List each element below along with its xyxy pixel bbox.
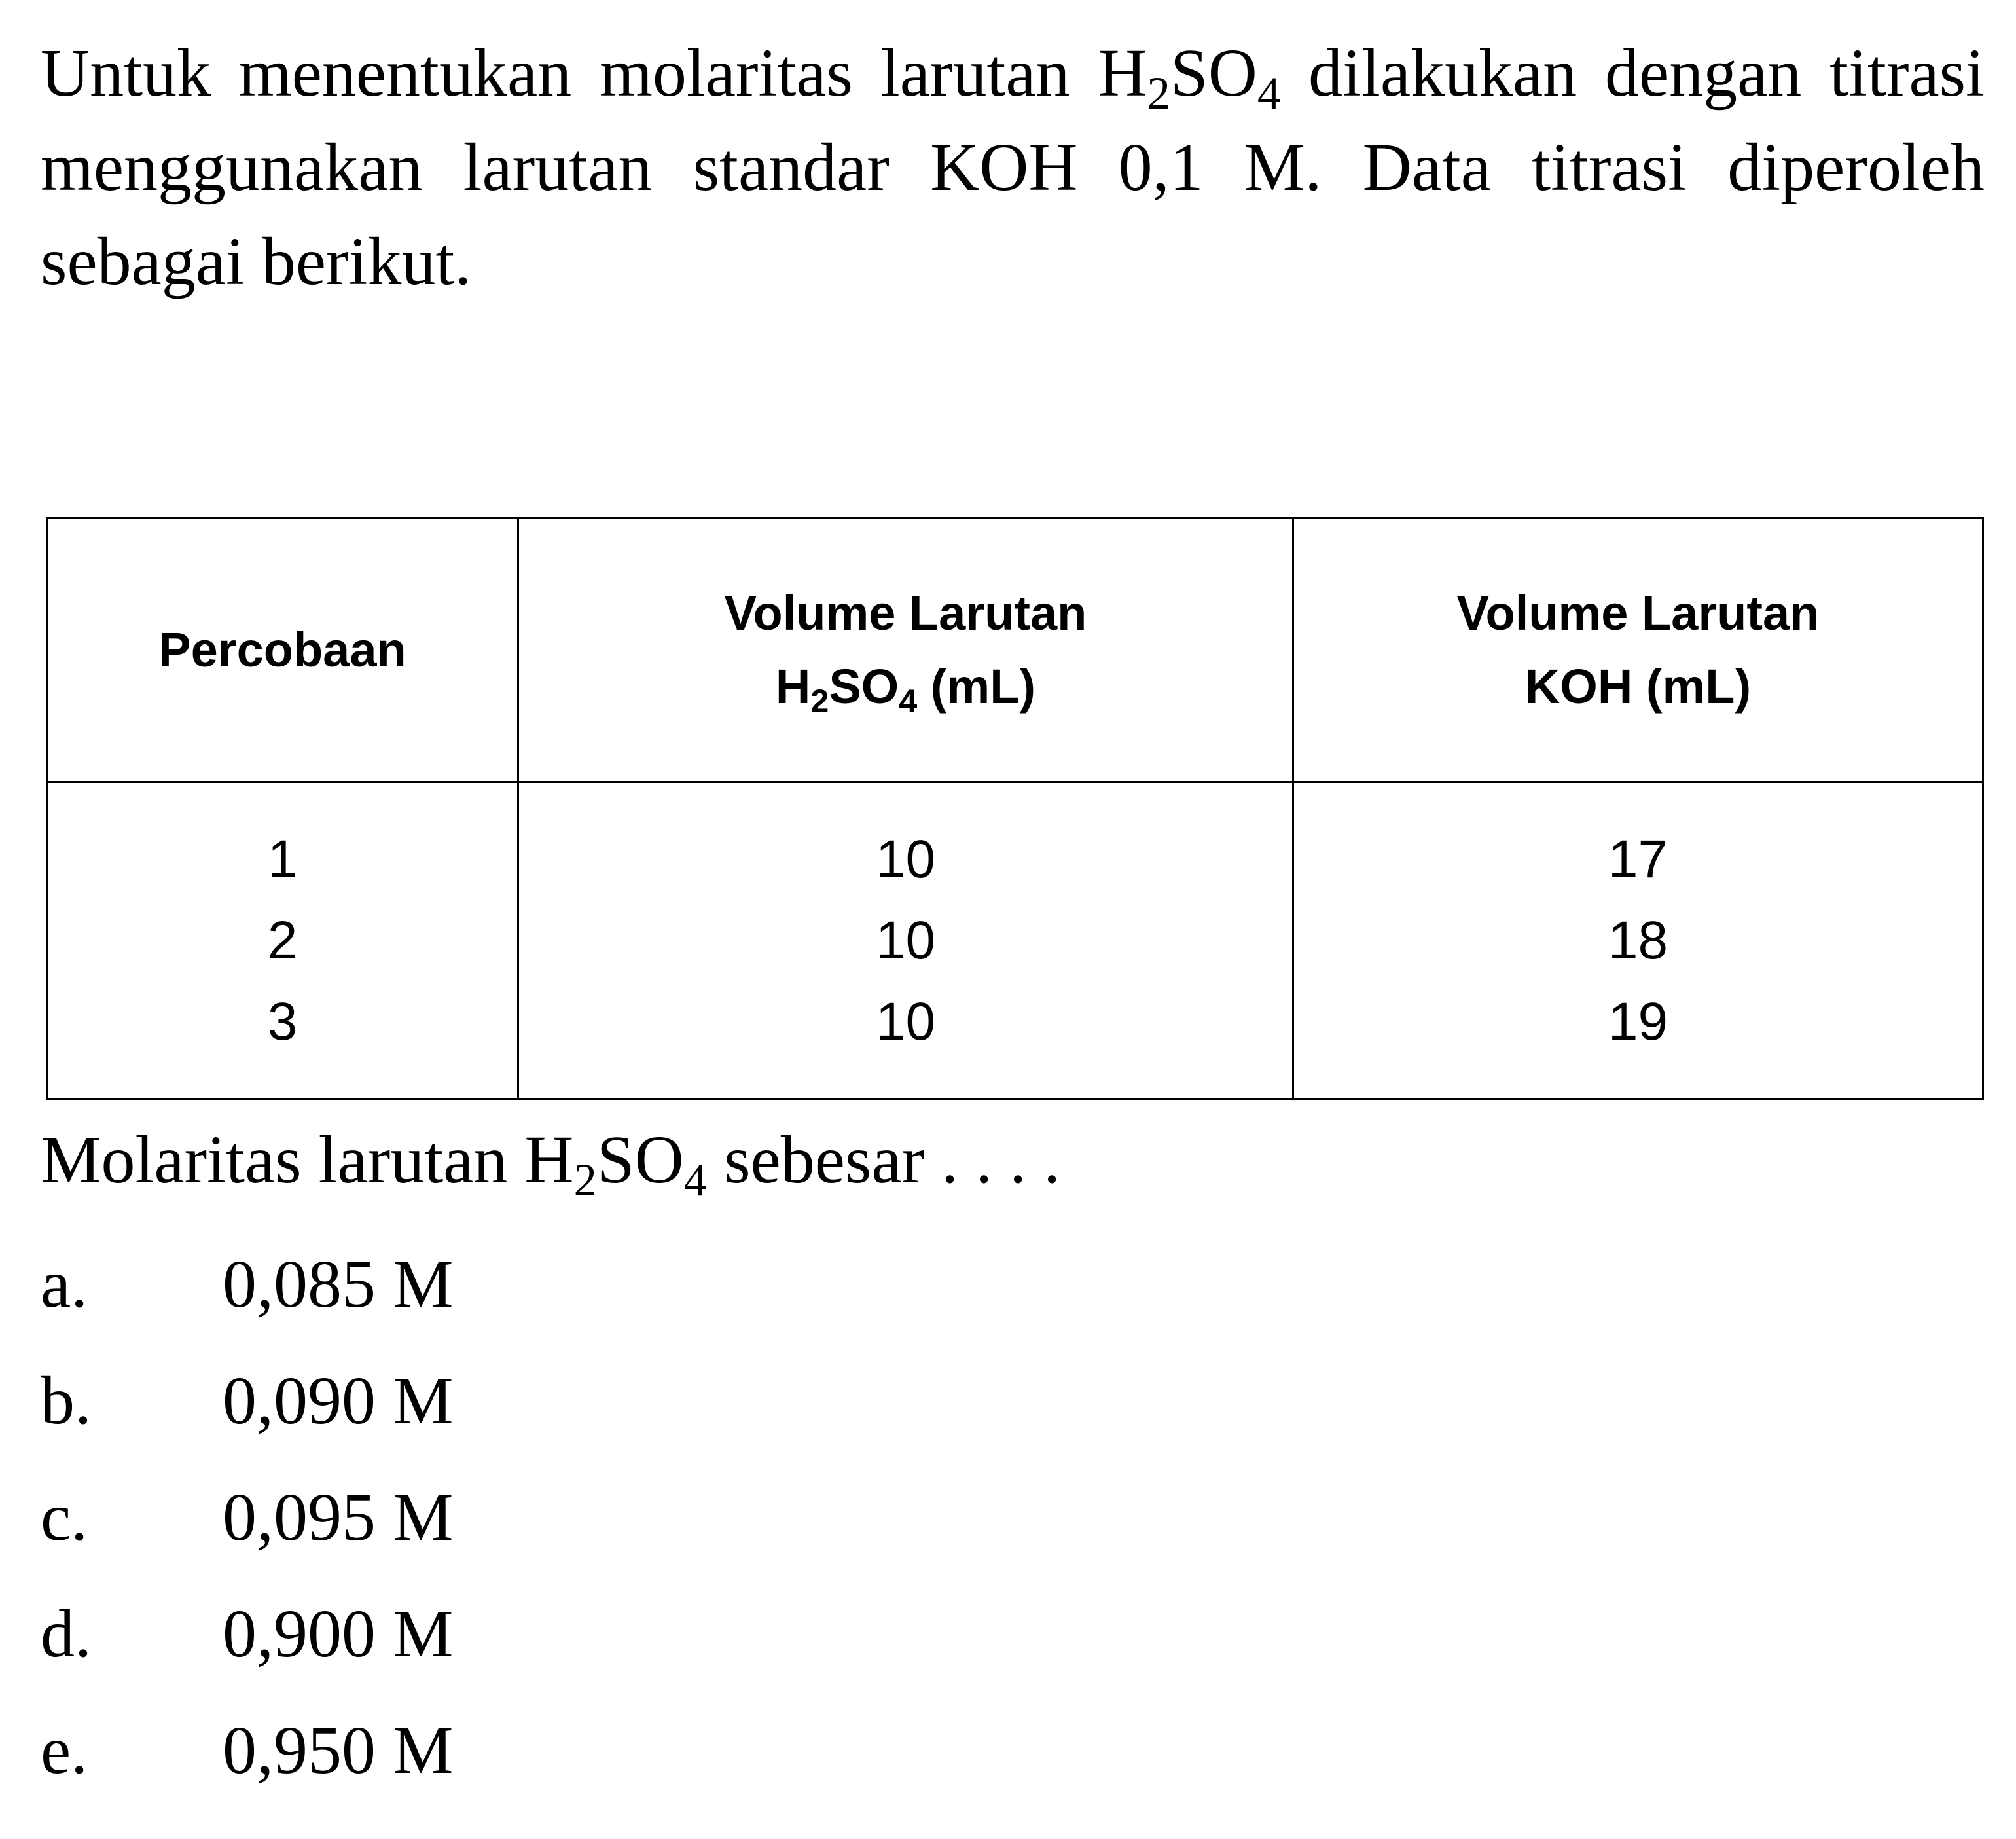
header-percobaan-label: Percobaan xyxy=(158,623,406,677)
problem-statement xyxy=(41,26,1985,309)
header-h2so4-line2 xyxy=(532,650,1279,723)
option-letter: d. xyxy=(41,1596,92,1671)
header-h2so4-sub4: 4 xyxy=(899,682,918,720)
question-text xyxy=(41,1113,1060,1207)
answer-option-c[interactable] xyxy=(41,1470,453,1587)
answer-option-e[interactable] xyxy=(41,1703,453,1820)
option-letter: c. xyxy=(41,1480,88,1555)
question-text-1: Molaritas larutan H xyxy=(41,1122,574,1197)
question-text-3: sebesar . . . . xyxy=(707,1122,1061,1197)
option-letter: b. xyxy=(41,1363,92,1438)
question-subscript-2: 2 xyxy=(573,1154,597,1206)
header-h2so4-sub2: 2 xyxy=(810,682,829,720)
option-letter: a. xyxy=(41,1247,88,1322)
subscript-4: 4 xyxy=(1257,67,1281,119)
intro-text-3: dilakukan dengan titrasi menggunakan larutan standar KOH 0,1 M. Data titrasi diperoleh sebagai berikut. xyxy=(41,35,1985,299)
option-text: 0,090 M xyxy=(223,1363,454,1438)
header-h2so4-unit: (mL) xyxy=(917,659,1036,714)
percobaan-value: 3 xyxy=(267,991,298,1051)
h2so4-volume-column xyxy=(518,782,1293,1099)
answer-options xyxy=(41,1237,453,1820)
question-text-2: SO xyxy=(596,1122,684,1197)
header-volume-koh xyxy=(1293,519,1983,782)
percobaan-value: 2 xyxy=(267,910,298,970)
titration-table xyxy=(46,517,1984,1100)
option-text: 0,085 M xyxy=(223,1247,454,1322)
option-text: 0,950 M xyxy=(223,1713,454,1788)
percobaan-value: 1 xyxy=(267,829,298,889)
h2so4-volume-value: 10 xyxy=(875,910,936,970)
option-letter: e. xyxy=(41,1713,88,1788)
koh-volume-value: 18 xyxy=(1608,910,1668,970)
header-koh-line1: Volume Larutan xyxy=(1456,586,1820,640)
answer-option-a[interactable] xyxy=(41,1237,453,1354)
header-koh-line2: KOH (mL) xyxy=(1524,659,1752,714)
percobaan-column xyxy=(47,782,518,1099)
option-text: 0,095 M xyxy=(223,1480,454,1555)
intro-text-2: SO xyxy=(1170,35,1257,111)
header-volume-h2so4 xyxy=(518,519,1293,782)
subscript-2: 2 xyxy=(1147,67,1170,119)
intro-text-1: Untuk menentukan molaritas larutan H xyxy=(41,35,1147,111)
answer-option-b[interactable] xyxy=(41,1354,453,1470)
header-h2so4-line1: Volume Larutan xyxy=(724,586,1087,640)
header-percobaan xyxy=(47,519,518,782)
table-data-row xyxy=(47,782,1983,1099)
h2so4-volume-value: 10 xyxy=(875,829,936,889)
header-h2so4-so: SO xyxy=(829,659,899,714)
koh-volume-value: 17 xyxy=(1608,829,1668,889)
table-header-row xyxy=(47,519,1983,782)
question-subscript-4: 4 xyxy=(683,1154,708,1206)
header-h2so4-h: H xyxy=(775,659,811,714)
koh-volume-value: 19 xyxy=(1608,991,1668,1051)
option-text: 0,900 M xyxy=(223,1596,454,1671)
h2so4-volume-value: 10 xyxy=(875,991,936,1051)
koh-volume-column xyxy=(1293,782,1983,1099)
answer-option-d[interactable] xyxy=(41,1587,453,1703)
